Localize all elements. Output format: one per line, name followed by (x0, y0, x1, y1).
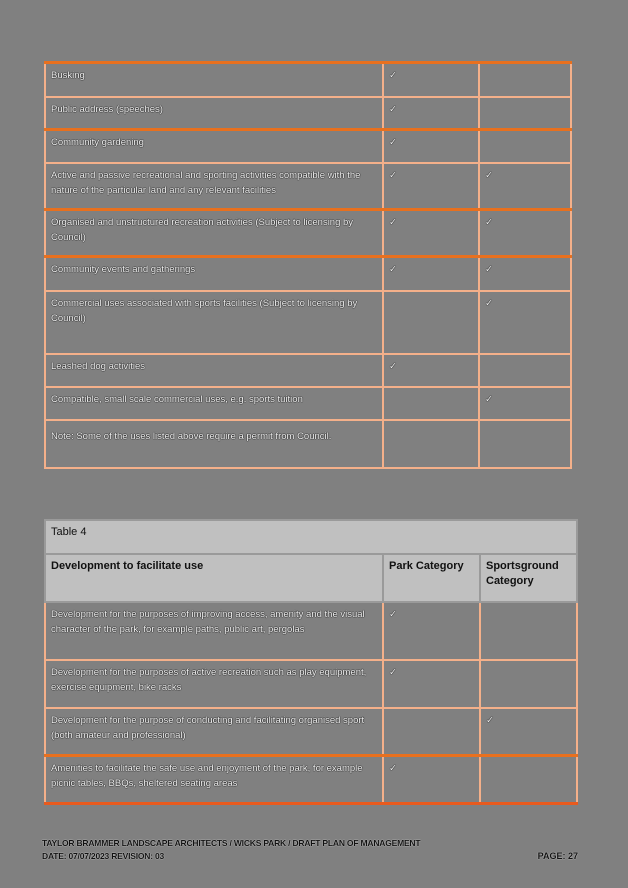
table-row (45, 63, 571, 97)
check-icon: ✓ (383, 354, 479, 387)
use-cell: Development for the purposes of improving access, amenity and the visual character of the park, for example paths, public art, pergolas (45, 602, 383, 660)
footer-date-revision: DATE: 07/07/2023 REVISION: 03 (42, 851, 165, 861)
check-icon: ✓ (479, 210, 571, 257)
table-caption: Table 4 (45, 520, 577, 554)
use-cell: Leashed dog activities (45, 354, 383, 387)
use-cell: Development for the purposes of active recreation such as play equipment, exercise equipment, bike racks (45, 660, 383, 708)
table-row (45, 97, 571, 130)
page-number: PAGE: 27 (537, 851, 578, 861)
table-row (45, 708, 577, 755)
check-icon: ✓ (479, 257, 571, 291)
use-cell: Development for the purpose of conducting and facilitating organised sport (both amateur and professional) (45, 708, 383, 755)
use-cell: Organised and unstructured recreation activities (Subject to licensing by Council) (45, 210, 383, 257)
sportsground-cell (480, 660, 577, 708)
table-row (45, 354, 571, 387)
table-header-row (45, 554, 577, 602)
table-row (45, 130, 571, 163)
table-row (45, 387, 571, 420)
check-icon: ✓ (383, 163, 479, 210)
table-row (45, 210, 571, 257)
use-cell: Community gardening (45, 130, 383, 163)
permitted-uses-table (44, 61, 572, 469)
check-icon: ✓ (479, 387, 571, 420)
check-icon: ✓ (383, 755, 480, 803)
footer-title: TAYLOR BRAMMER LANDSCAPE ARCHITECTS / WICKS PARK / DRAFT PLAN OF MANAGEMENT (42, 838, 421, 848)
check-icon: ✓ (480, 708, 577, 755)
park-cell (383, 708, 480, 755)
use-cell: Commercial uses associated with sports facilities (Subject to licensing by Council) (45, 291, 383, 354)
sportsground-cell (479, 420, 571, 468)
check-icon: ✓ (479, 163, 571, 210)
table-row (45, 660, 577, 708)
check-icon: ✓ (383, 257, 479, 291)
check-icon: ✓ (383, 97, 479, 130)
park-cell (383, 420, 479, 468)
header-park: Park Category (383, 554, 480, 602)
table-caption-row (45, 520, 577, 554)
header-sportsground: Sportsground Category (480, 554, 577, 602)
check-icon: ✓ (479, 291, 571, 354)
table-row (45, 602, 577, 660)
use-cell: Active and passive recreational and sporting activities compatible with the nature of the particular land and any relevant facilities (45, 163, 383, 210)
check-icon: ✓ (383, 130, 479, 163)
note-text: Note: Some of the uses listed above require a permit from Council. (45, 420, 383, 468)
sportsground-cell (479, 354, 571, 387)
sportsground-cell (479, 63, 571, 97)
header-use: Development to facilitate use (45, 554, 383, 602)
sportsground-cell (480, 602, 577, 660)
sportsground-cell (479, 97, 571, 130)
park-cell (383, 291, 479, 354)
use-cell: Community events and gatherings (45, 257, 383, 291)
check-icon: ✓ (383, 63, 479, 97)
sportsground-cell (480, 755, 577, 803)
table-row (45, 163, 571, 210)
sportsground-cell (479, 130, 571, 163)
table-row (45, 755, 577, 803)
use-cell: Public address (speeches) (45, 97, 383, 130)
use-cell: Compatible, small scale commercial uses, e.g. sports tuition (45, 387, 383, 420)
check-icon: ✓ (383, 602, 480, 660)
table-row (45, 291, 571, 354)
use-cell: Busking (45, 63, 383, 97)
table-row (45, 257, 571, 291)
development-table (44, 519, 578, 805)
note-row (45, 420, 571, 468)
check-icon: ✓ (383, 210, 479, 257)
park-cell (383, 387, 479, 420)
use-cell: Amenities to facilitate the safe use and enjoyment of the park, for example picnic tables, BBQs, sheltered seating areas (45, 755, 383, 803)
check-icon: ✓ (383, 660, 480, 708)
